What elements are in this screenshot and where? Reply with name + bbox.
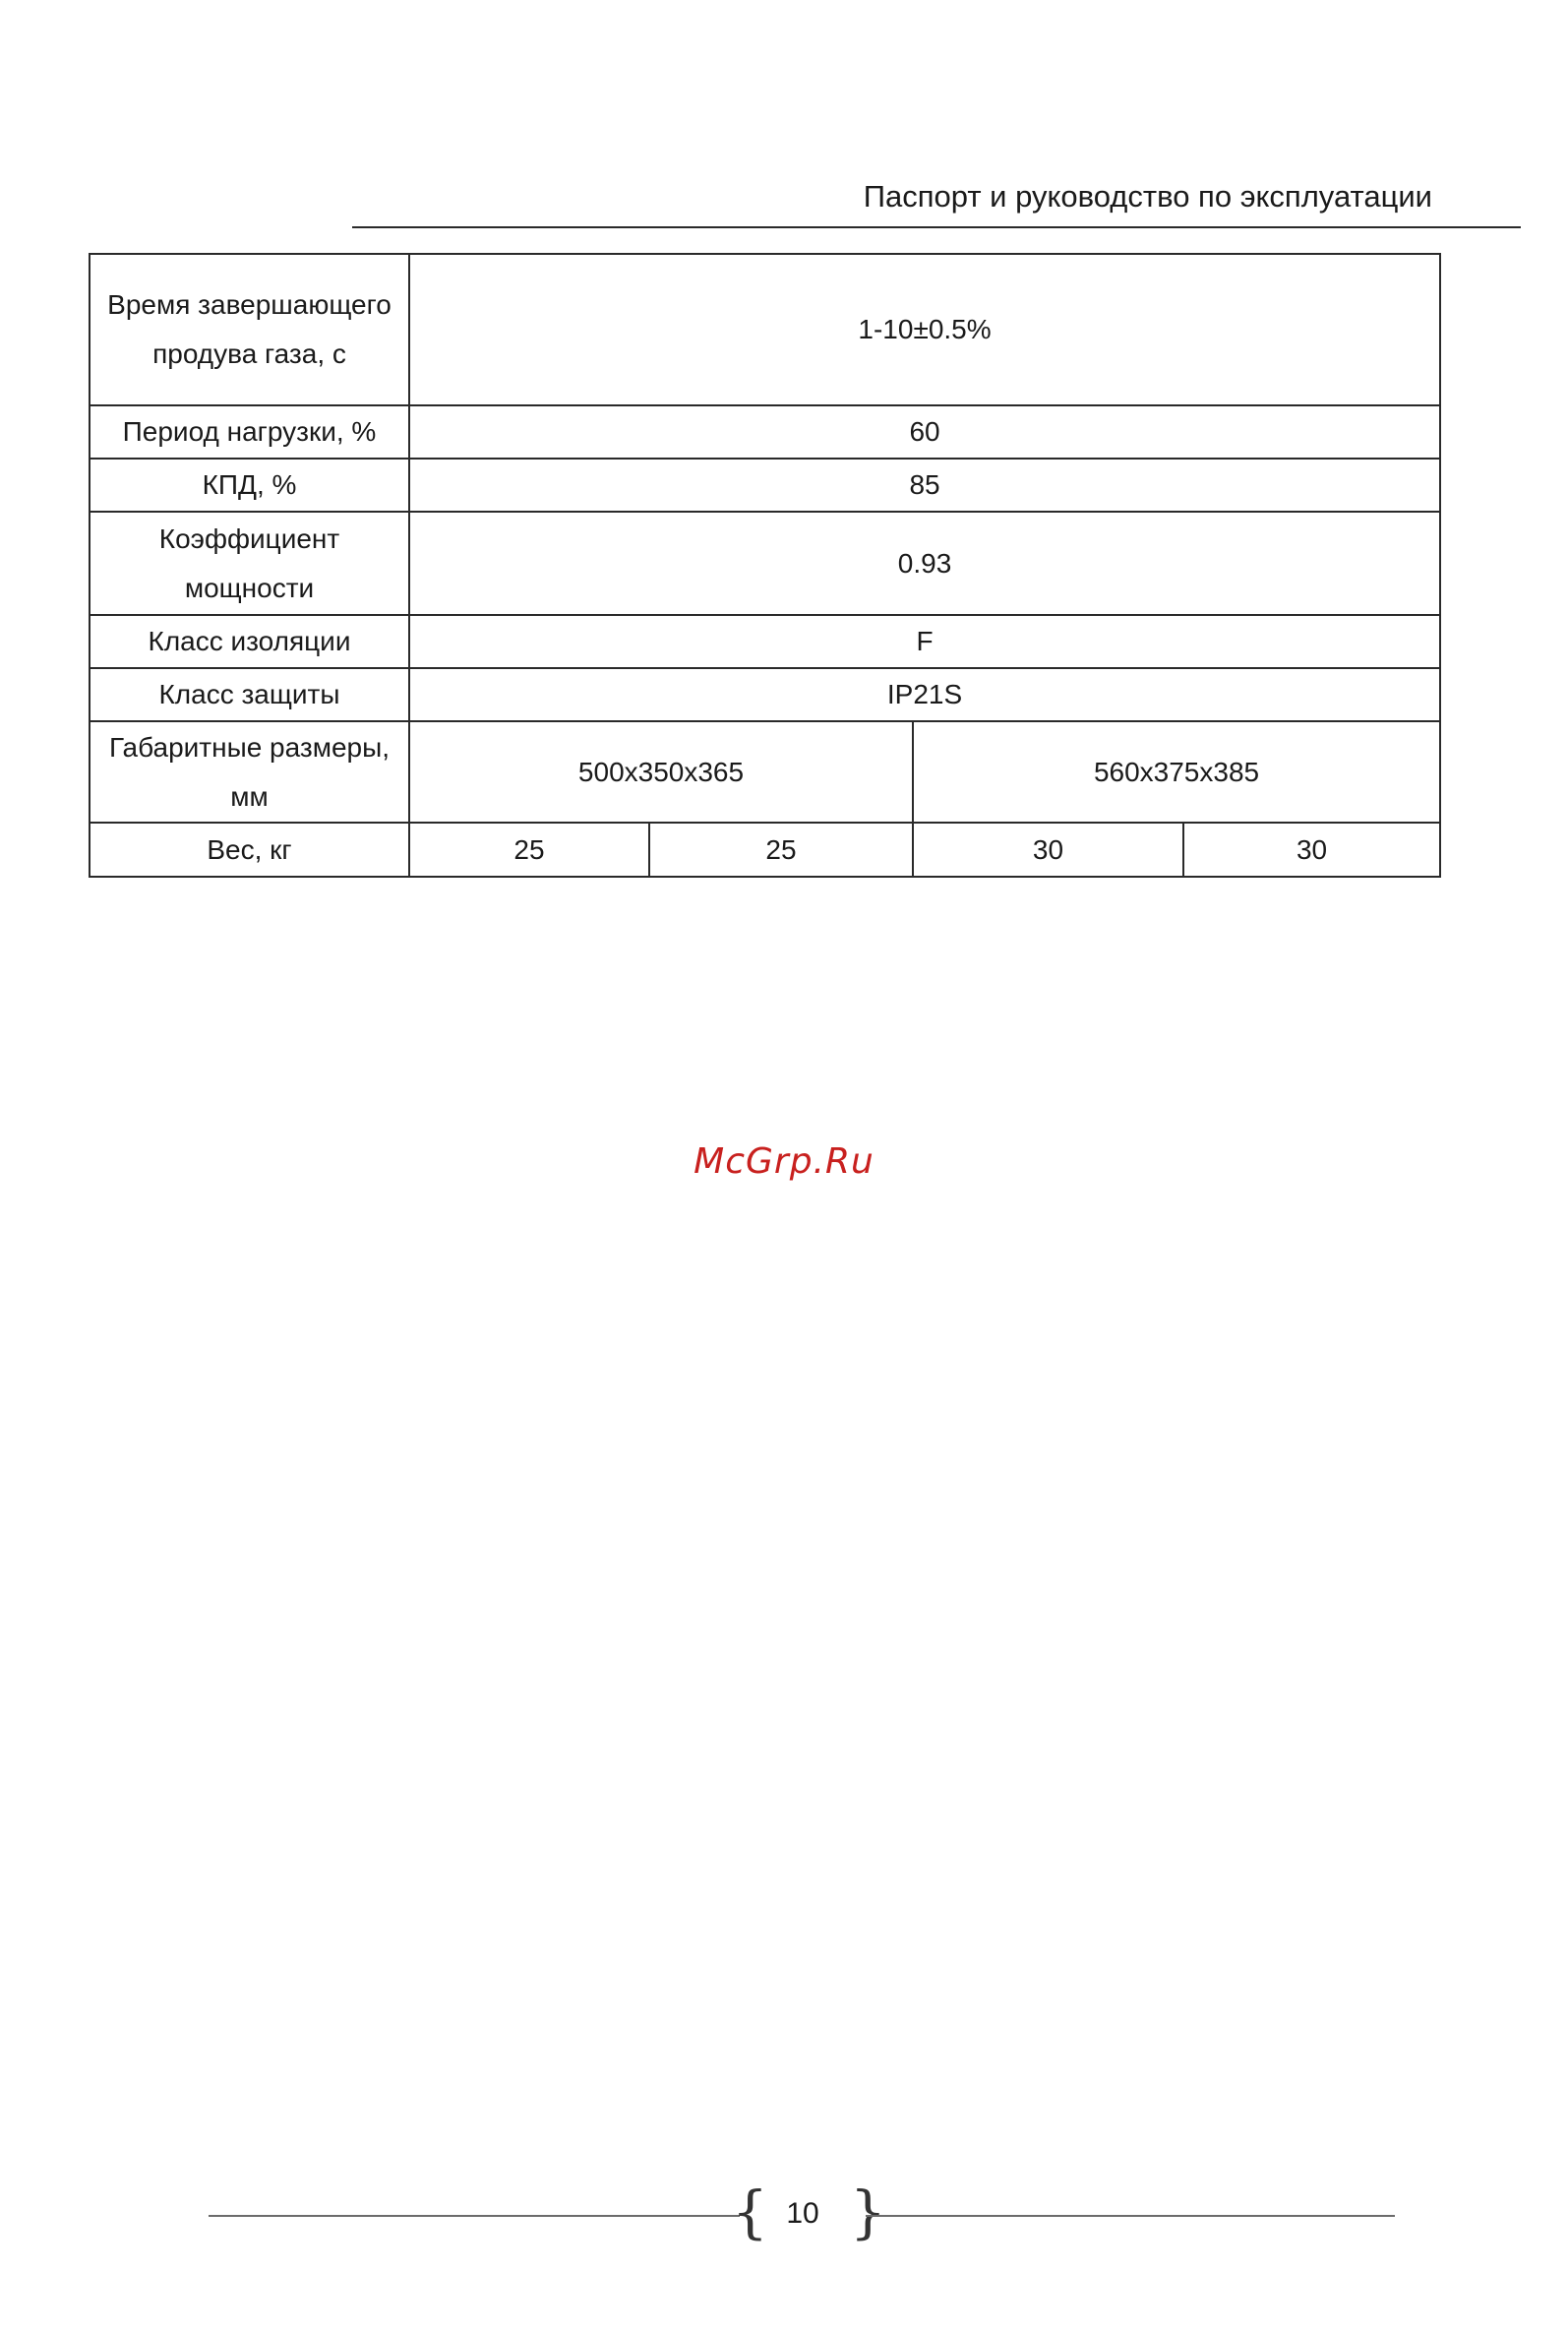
spec-value: 85 xyxy=(409,459,1440,512)
right-brace-ornament: } xyxy=(850,2179,886,2245)
spec-value: IP21S xyxy=(409,668,1440,721)
spec-value: 60 xyxy=(409,405,1440,459)
spec-label: Время завершающего продува газа, с xyxy=(90,254,409,405)
table-row xyxy=(90,721,1440,823)
table-row xyxy=(90,615,1440,668)
page-number: 10 xyxy=(786,2197,819,2230)
table-row xyxy=(90,512,1440,615)
spec-value: 25 xyxy=(649,823,913,877)
spec-label: КПД, % xyxy=(90,459,409,512)
table-row xyxy=(90,459,1440,512)
spec-value: F xyxy=(409,615,1440,668)
document-header-title: Паспорт и руководство по эксплуатации xyxy=(863,179,1432,214)
spec-label: Класс защиты xyxy=(90,668,409,721)
specifications-table xyxy=(89,253,1441,878)
table-row xyxy=(90,405,1440,459)
spec-label: Класс изоляции xyxy=(90,615,409,668)
table-row xyxy=(90,823,1440,877)
spec-value: 560x375x385 xyxy=(913,721,1440,823)
footer-rule-right xyxy=(866,2215,1395,2217)
spec-value: 1-10±0.5% xyxy=(409,254,1440,405)
page-footer xyxy=(0,2179,1568,2245)
spec-label: Коэффициент мощности xyxy=(90,512,409,615)
left-brace-ornament: { xyxy=(732,2179,768,2245)
spec-value: 30 xyxy=(1183,823,1440,877)
header-divider xyxy=(352,226,1521,228)
spec-label: Вес, кг xyxy=(90,823,409,877)
table-row xyxy=(90,254,1440,405)
spec-value: 30 xyxy=(913,823,1183,877)
table-row xyxy=(90,668,1440,721)
spec-value: 25 xyxy=(409,823,649,877)
footer-rule-left xyxy=(209,2215,740,2217)
spec-label: Период нагрузки, % xyxy=(90,405,409,459)
watermark-text: McGrp.Ru xyxy=(694,1141,874,1182)
spec-value: 500x350x365 xyxy=(409,721,913,823)
spec-label: Габаритные размеры, мм xyxy=(90,721,409,823)
spec-value: 0.93 xyxy=(409,512,1440,615)
